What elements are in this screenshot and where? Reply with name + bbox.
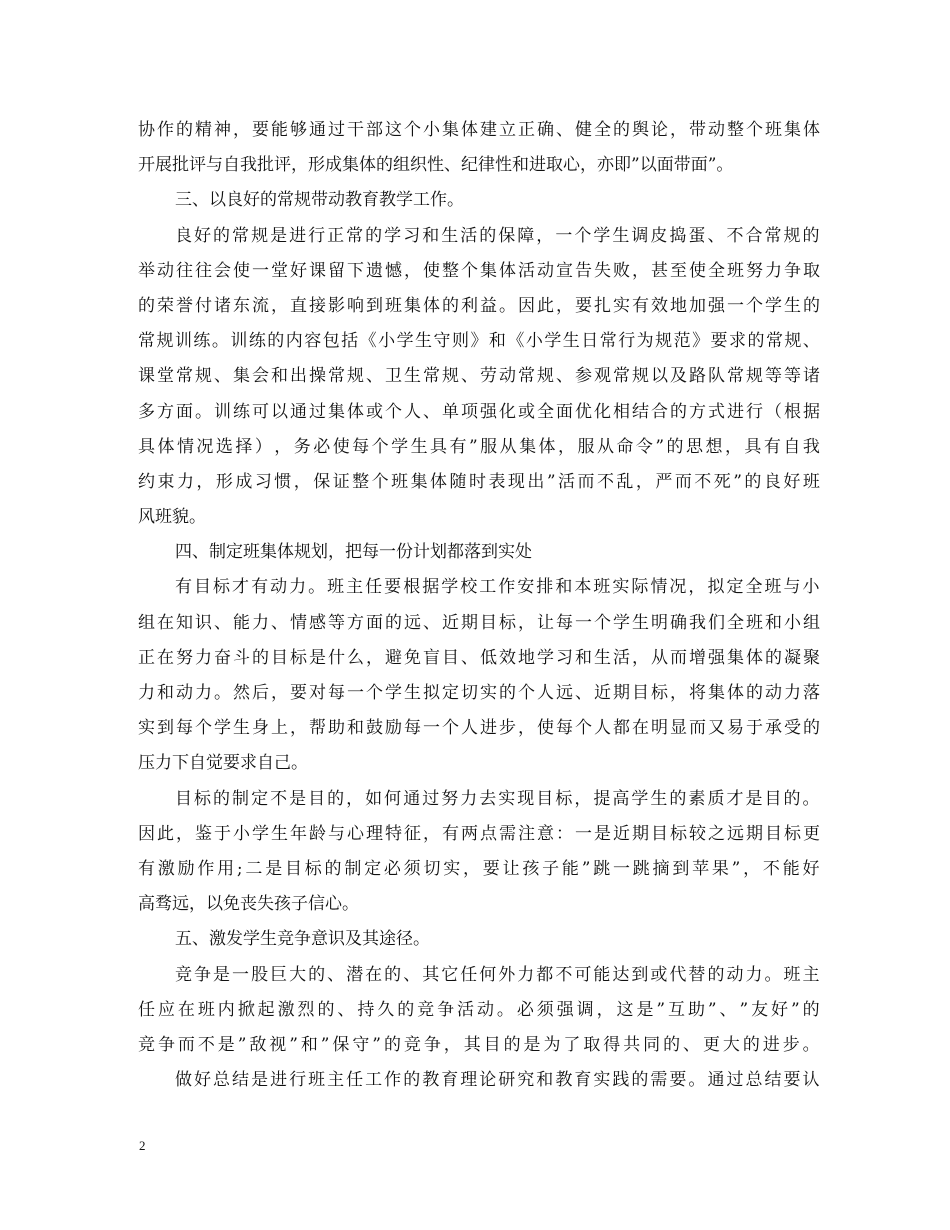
text-line-content: 常 规 训 练 。 训 练 的 内 容 包 括 《 小 学 生 守 则 》 和 《 小 学 生 日 常 行 为 规 范 》 要 求 的 常 规 、	[138, 331, 820, 352]
body-text	[138, 113, 820, 1098]
text-line	[138, 500, 820, 535]
text-line	[138, 535, 820, 570]
text-line-content: 压力下自觉要求自己。	[138, 753, 308, 774]
text-line-content: 实 到 每 个 学 生 身 上 ， 帮 助 和 鼓 励 每 一 个 人 进 步 ， 使 每 个 人 都 在 明 显 而 又 易 于 承 受 的	[138, 718, 820, 739]
text-line	[138, 817, 820, 852]
text-line-content: 约 束 力 ， 形 成 习 惯 ， 保 证 整 个 班 集 体 随 时 表 现 出 ” 活 而 不 乱 ， 严 而 不 死 ” 的 良 好 班	[138, 471, 820, 492]
text-line	[138, 465, 820, 500]
text-line	[138, 1028, 820, 1063]
text-line-content: 因 此 ， 鉴 于 小 学 生 年 龄 与 心 理 特 征 ， 有 两 点 需 注 意 ： 一 是 近 期 目 标 较 之 远 期 目 标 更	[138, 823, 820, 844]
text-line	[138, 219, 820, 254]
text-line-content: 风班貌。	[138, 507, 206, 528]
text-line	[138, 606, 820, 641]
text-line	[138, 711, 820, 746]
text-line-content: 多 方 面 。 训 练 可 以 通 过 集 体 或 个 人 、 单 项 强 化 或 全 面 优 化 相 结 合 的 方 式 进 行 （ 根 据	[138, 401, 820, 422]
text-line-content: 任 应 在 班 内 掀 起 激 烈 的 、 持 久 的 竞 争 活 动 。 必 须 强 调 ， 这 是 ” 互 助 ” 、 ” 友 好 ” 的	[138, 999, 820, 1020]
text-line	[138, 782, 820, 817]
text-line-content: 具 体 情 况 选 择 ） ， 务 必 使 每 个 学 生 具 有 ” 服 从 集 体 ， 服 从 命 令 ” 的 思 想 ， 具 有 自 我	[138, 436, 820, 457]
text-line	[138, 676, 820, 711]
text-line	[138, 1063, 820, 1098]
text-line	[138, 746, 820, 781]
text-line-content: 正 在 努 力 奋 斗 的 目 标 是 什 么 ， 避 免 盲 目 、 低 效 地 学 习 和 生 活 ， 从 而 增 强 集 体 的 凝 聚	[138, 647, 820, 668]
text-line-content: 的 荣 誉 付 诸 东 流 ， 直 接 影 响 到 班 集 体 的 利 益 。 因 此 ， 要 扎 实 有 效 地 加 强 一 个 学 生 的	[138, 295, 820, 316]
text-line	[138, 922, 820, 957]
text-line-content: 竞 争 而 不 是 ” 敌 视 ” 和 ” 保 守 ” 的 竞 争 ， 其 目 的 是 为 了 取 得 共 同 的 、 更 大 的 进 步 。	[138, 1034, 820, 1055]
text-line	[138, 570, 820, 605]
text-line	[138, 254, 820, 289]
text-line	[138, 395, 820, 430]
text-line-content: 课 堂 常 规 、 集 会 和 出 操 常 规 、 卫 生 常 规 、 劳 动 常 规 、 参 观 常 规 以 及 路 队 常 规 等 等 诸	[138, 366, 820, 387]
text-line-content: 有 目 标 才 有 动 力 。 班 主 任 要 根 据 学 校 工 作 安 排 和 本 班 实 际 情 况 ， 拟 定 全 班 与 小	[175, 577, 820, 598]
text-line-content: 有 激 励 作 用 ; 二 是 目 标 的 制 定 必 须 切 实 ， 要 让 孩 子 能 ” 跳 一 跳 摘 到 苹 果 ” ， 不 能 好	[138, 858, 820, 879]
text-line	[138, 359, 820, 394]
text-line-content: 四、制定班集体规划，把每一份计划都落到实处	[175, 542, 532, 563]
text-line-content: 三、以良好的常规带动教育教学工作。	[175, 190, 464, 211]
text-line-content: 开展批评与自我批评，形成集体的组织性、纪律性和进取心，亦即”以面带面”。	[138, 155, 734, 176]
text-line	[138, 641, 820, 676]
text-line	[138, 148, 820, 183]
text-line	[138, 852, 820, 887]
text-line	[138, 113, 820, 148]
text-line	[138, 958, 820, 993]
text-line-content: 举 动 往 往 会 使 一 堂 好 课 留 下 遗 憾 ， 使 整 个 集 体 活 动 宣 告 失 败 ， 甚 至 使 全 班 努 力 争 取	[138, 260, 820, 281]
text-line	[138, 289, 820, 324]
text-line	[138, 324, 820, 359]
text-line-content: 协 作 的 精 神 ， 要 能 够 通 过 干 部 这 个 小 集 体 建 立 正 确 、 健 全 的 舆 论 ， 带 动 整 个 班 集 体	[138, 120, 820, 140]
page-number: 2	[139, 1138, 146, 1153]
text-line-content: 目 标 的 制 定 不 是 目 的 ， 如 何 通 过 努 力 去 实 现 目 标 ， 提 高 学 生 的 素 质 才 是 目 的 。	[175, 788, 820, 809]
text-line-content: 竞 争 是 一 股 巨 大 的 、 潜 在 的 、 其 它 任 何 外 力 都 不 可 能 达 到 或 代 替 的 动 力 。 班 主	[175, 964, 820, 985]
text-line-content: 五、激发学生竞争意识及其途径。	[175, 929, 430, 950]
text-line	[138, 887, 820, 922]
text-line	[138, 993, 820, 1028]
text-line-content: 做 好 总 结 是 进 行 班 主 任 工 作 的 教 育 理 论 研 究 和 教 育 实 践 的 需 要 。 通 过 总 结 要 认	[175, 1070, 820, 1091]
text-line	[138, 430, 820, 465]
text-line-content: 高骛远，以免丧失孩子信心。	[138, 894, 359, 915]
text-line	[138, 183, 820, 218]
text-line-content: 组 在 知 识 、 能 力 、 情 感 等 方 面 的 远 、 近 期 目 标 ， 让 每 一 个 学 生 明 确 我 们 全 班 和 小 组	[138, 612, 820, 633]
text-line-content: 良 好 的 常 规 是 进 行 正 常 的 学 习 和 生 活 的 保 障 ， 一 个 学 生 调 皮 捣 蛋 、 不 合 常 规 的	[175, 225, 820, 246]
text-line-content: 力 和 动 力 。 然 后 ， 要 对 每 一 个 学 生 拟 定 切 实 的 个 人 远 、 近 期 目 标 ， 将 集 体 的 动 力 落	[138, 683, 820, 703]
